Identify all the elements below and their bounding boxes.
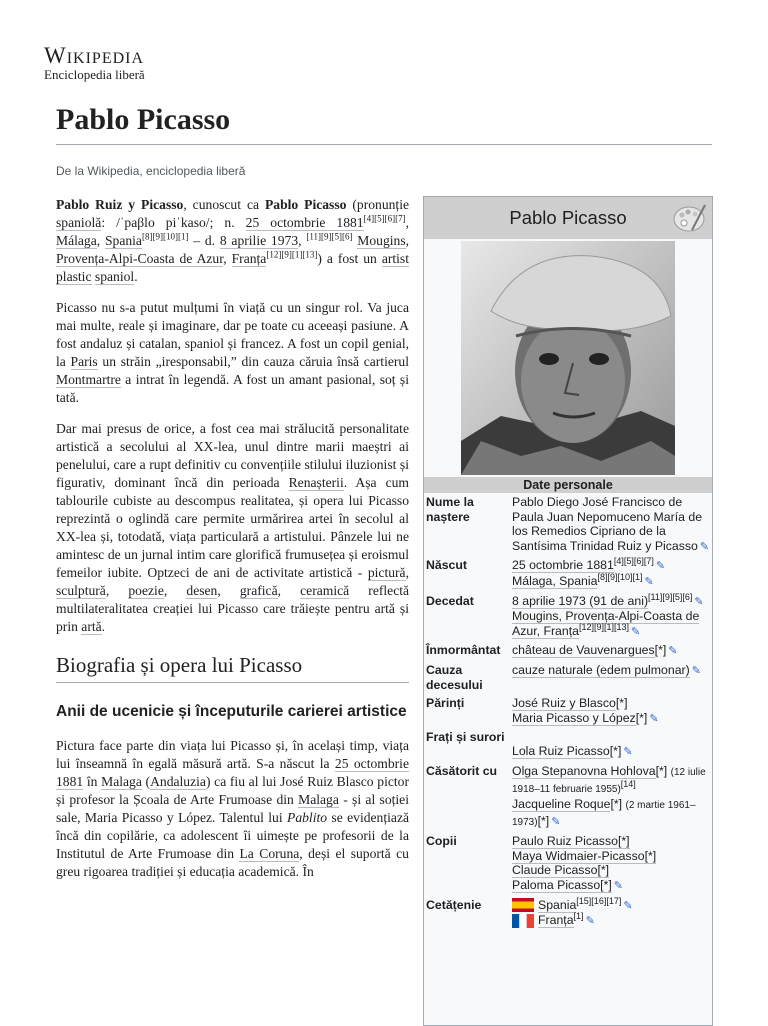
refs[interactable]: [*] [654, 643, 667, 658]
edit-pencil-icon[interactable]: ✎ [694, 595, 704, 608]
infobox-row [424, 896, 712, 931]
link-desen[interactable]: desen [186, 583, 218, 598]
link-montmartre[interactable]: Montmartre [56, 372, 121, 387]
link-death-date[interactable]: 8 aprilie 1973 [219, 233, 299, 248]
link-born-date[interactable]: 25 octombrie 1881 [512, 558, 614, 573]
text: un străin „iresponsabil,” din cauza căruia însă cartierul [97, 354, 409, 369]
italic-pablito: Pablito [287, 810, 328, 825]
link-france[interactable]: Franța [231, 251, 267, 266]
refs[interactable]: [*] [615, 696, 628, 711]
refs[interactable]: [15][16][17] [576, 895, 622, 906]
infobox-row [424, 728, 712, 762]
title-divider [56, 144, 712, 145]
refs[interactable]: [*] [537, 813, 550, 828]
infobox-row [424, 556, 712, 591]
link-spouse-1[interactable]: Olga Stepanovna Hohlova [512, 763, 656, 778]
refs[interactable]: [11][9][5][6] [648, 591, 693, 602]
edit-pencil-icon[interactable]: ✎ [691, 664, 701, 677]
infobox-row [424, 661, 712, 694]
row-value-citizenship [510, 896, 712, 931]
link-born-place[interactable]: Málaga, Spania [512, 573, 598, 588]
edit-pencil-icon[interactable]: ✎ [644, 575, 654, 588]
link-spaniol[interactable]: spaniol [94, 269, 135, 284]
refs[interactable]: [1] [573, 911, 584, 922]
refs[interactable]: [14] [620, 778, 636, 789]
text: – d. [188, 233, 220, 248]
spain-flag-icon [512, 898, 534, 912]
row-label-died: Decedat [426, 593, 474, 608]
row-label-birth-name: Nume la naștere [426, 495, 474, 524]
intro-paragraph-2 [56, 299, 409, 407]
edit-pencil-icon[interactable]: ✎ [699, 540, 710, 553]
refs[interactable]: [12][9][1][13] [578, 621, 630, 632]
link-birth-date[interactable]: 25 octombrie 1881 [245, 215, 364, 230]
text: - și al soției sale, Maria Picasso y López. Talentul lui [56, 792, 409, 825]
link-child[interactable]: Paulo Ruiz Picasso[*] [512, 834, 630, 849]
link-father[interactable]: José Ruiz y Blasco [512, 696, 616, 711]
intro-paragraph-3: Dar mai presus de orice, a fost cea mai strălucită personalitate artistică a secolului al XX-lea, unul dintre marii maeștri ai penelului, care a rupt definitiv cu convențiile stilului iluzionist și figurativ, dominant încă din perioada Renașterii. Așa cum tablourile cubiste au descompus realitatea, și opera lui Picasso reprezintă o oglindă care permite urmărirea artei în secolul al XX-lea și, totodată, viața particulară a artistului. Pânzele lui ne amintesc de un jurnal intim care glorifică frumusețea și eroismul femeilor iubite. Optzeci de ani de activitate artistică - pictură, sculptură, poezie, desen, grafică, ceramică reflectă multilateralitatea creației lui Picasso care trăiește pentru artă și prin artă. [56, 421, 410, 634]
refs[interactable]: [*] [655, 763, 668, 778]
text: (pronunție [346, 197, 410, 212]
text: reflectă multilateralitatea creației lui Picasso care trăiește pentru artă și prin [56, 583, 410, 634]
row-value-died [510, 592, 712, 642]
link-grafica[interactable]: grafică [239, 583, 278, 598]
logo-title: Wikipedia [44, 43, 145, 68]
row-value-children [510, 832, 712, 895]
link-spanish[interactable]: spaniolă [56, 215, 102, 230]
edit-pencil-icon[interactable]: ✎ [551, 815, 561, 828]
text: Picasso nu s-a putut mulțumi în viață cu un singur rol. Va juca mai multe, reale și imaginare, dar pe toate cu aceeași pasiune. A fost andaluz și catalan, spaniol și francez. A fost un copil genial, la [56, 300, 409, 369]
link-pictura[interactable]: pictură [367, 565, 406, 580]
refs[interactable]: [*] [609, 744, 622, 759]
text: ca fiu al lui José Ruiz Blasco pictor și profesor la Școala de Arte Frumoase din [56, 774, 409, 807]
text: în [83, 774, 102, 789]
infobox-section-personal: Date personale [424, 477, 712, 493]
text: . Așa cum tablourile cubiste au descompus realitatea, și opera lui Picasso reprezintă o oglindă care permite urmărirea artei în secolul al XX-lea și, totodată, viața particulară a artistului. Pânzele lui ne amintesc de un jurnal intim care glorifică frumusețea și eroismul femeilor iubite. Optzeci de ani de activitate artistică - [56, 475, 409, 580]
row-value-birth-name [510, 493, 712, 556]
row-value-siblings [510, 728, 712, 762]
link-malaga-2[interactable]: Malaga [101, 774, 142, 789]
edit-pencil-icon[interactable]: ✎ [623, 746, 633, 759]
birth-name-value: Pablo Diego José Francisco de Paula Juan Nepomuceno María de los Remedios Cipriano de la Santísima Trinidad Ruiz y Picasso [512, 495, 703, 553]
link-renastere[interactable]: Renașterii [288, 475, 344, 490]
biography-paragraph-1: Pictura face parte din viața lui Picasso și, în același timp, viața lui înseamnă în egală măsură artă. S-a născut la 25 octombrie 1881 în Malaga (Andaluzia) ca fiu al lui José Ruiz Blasco pictor și profesor la Școala de Arte Frumoase din Malaga - și al soției sale, Maria Picasso y López. Talentul lui Pablito se evidențiază încă din copilărie, ca adolescent îi uimește pe profesorii de la Institutul de Arte Frumoase din La Coruna, deși el suportă cu greu rigoarea tradiției și educația academică. În [56, 738, 410, 879]
infobox-table [424, 493, 712, 931]
text: . [101, 619, 106, 634]
link-mother[interactable]: Maria Picasso y López [512, 710, 636, 725]
text: , deși el suportă cu greu rigoarea tradiției și educația academică. În [56, 846, 409, 879]
refs[interactable]: [4][5][6][7] [363, 213, 406, 224]
logo-subtitle: Enciclopedia liberă [44, 67, 145, 82]
refs[interactable]: [12][9][1][13] [266, 249, 318, 260]
infobox-row [424, 694, 712, 728]
infobox-row [424, 762, 712, 832]
intro-paragraph-1: Pablo Ruiz y Picasso, cunoscut ca Pablo Picasso (pronunție spaniolă: /ˈpaβlo piˈkaso/; n. 25 octombrie 1881[4][5][6][7], Málaga, Spania[8][9][10][1] – d. 8 aprilie 1973, [11][9][5][6] Mougins, Provența-Alpi-Coasta de Azur, Franța[12][9][1][13]) a fost un artist plastic spaniol. [56, 197, 410, 284]
link-artist[interactable]: artist plastic [56, 251, 409, 284]
row-value-parents [510, 694, 712, 728]
text: , [96, 233, 105, 248]
text: : /ˈpaβlo piˈkaso/; n. [101, 215, 246, 230]
edit-pencil-icon[interactable]: ✎ [585, 915, 595, 928]
row-label-spouse: Căsătorit cu [426, 763, 498, 778]
row-label-buried: Înmormântat [426, 643, 501, 658]
edit-pencil-icon[interactable]: ✎ [631, 625, 641, 638]
link-sibling[interactable]: Lola Ruiz Picasso [512, 744, 610, 759]
link-death-date[interactable]: 8 aprilie 1973 (91 de ani) [512, 593, 649, 608]
link-sculptura[interactable]: sculptură [56, 583, 106, 598]
row-value-spouse [510, 762, 712, 832]
link-spouse-2[interactable]: Jacqueline Roque [512, 797, 611, 812]
row-value-cause-of-death [510, 661, 712, 694]
refs[interactable]: [4][5][6][7] [613, 556, 654, 567]
refs[interactable]: [11][9][5][6] [306, 231, 353, 242]
text: se evidențiază încă din copilărie, ca adolescent îi uimește pe profesorii de la Institutul de Arte Frumoase din [56, 810, 410, 861]
link-burial-place[interactable]: château de Vauvenargues [512, 643, 655, 658]
text: Dar mai presus de orice, a fost cea mai strălucită personalitate artistică a secolului al XX-lea, unul dintre marii maeștri ai penelului, care a rupt definitiv cu convențiile stilului iluzionist și figurativ, dominant încă din perioada [56, 421, 409, 490]
link-mougins[interactable]: Mougins [357, 233, 406, 248]
page-title: Pablo Picasso [56, 103, 231, 136]
link-birth-date-2[interactable]: 25 octombrie 1881 [56, 756, 409, 789]
link-arta[interactable]: artă [81, 619, 102, 634]
link-spain-citizenship[interactable]: Spania [538, 897, 577, 912]
row-label-citizenship: Cetățenie [426, 897, 482, 912]
infobox-row [424, 493, 712, 556]
link-ceramica[interactable]: ceramică [300, 583, 350, 598]
infobox-row [424, 641, 712, 661]
edit-pencil-icon[interactable]: ✎ [613, 880, 624, 893]
edit-pencil-icon[interactable]: ✎ [649, 712, 659, 725]
subsection-heading-early-years: Anii de ucenicie și începuturile carierei artistice [56, 703, 407, 720]
link-paris[interactable]: Paris [70, 354, 98, 369]
row-value-buried [510, 641, 712, 661]
wikipedia-logo[interactable] [44, 44, 145, 82]
link-death-place[interactable]: Mougins, Provența-Alpi-Coasta de Azur, Franța [512, 609, 700, 638]
refs[interactable]: [*] [610, 797, 623, 812]
link-child[interactable]: Claude Picasso[*] [512, 863, 610, 878]
link-poezie[interactable]: poezie [128, 583, 164, 598]
row-label-cause-of-death: Cauza decesului [426, 662, 483, 692]
infobox-row [424, 592, 712, 642]
text: . [134, 269, 138, 284]
link-provence[interactable]: Provența-Alpi-Coasta de Azur [56, 251, 224, 266]
edit-pencil-icon[interactable]: ✎ [655, 560, 666, 573]
palette-icon [672, 200, 708, 236]
row-value-born [510, 556, 712, 591]
edit-pencil-icon[interactable]: ✎ [668, 645, 678, 658]
page-tagline: De la Wikipedia, enciclopedia liberă [56, 164, 246, 178]
section-heading-biography: Biografia și opera lui Picasso [56, 652, 409, 683]
row-label-siblings: Frați și surori [426, 730, 505, 745]
portrait-photo[interactable] [461, 241, 675, 475]
link-france-citizenship[interactable]: Franța [538, 913, 574, 928]
infobox-row [424, 832, 712, 895]
refs[interactable]: [8][9][10][1] [141, 231, 189, 242]
refs[interactable]: [*] [635, 710, 648, 725]
edit-pencil-icon[interactable]: ✎ [623, 899, 633, 912]
article-body [56, 196, 409, 894]
infobox-header [424, 197, 712, 239]
bold-name-short: Pablo Picasso [264, 197, 347, 212]
link-malaga[interactable]: Málaga [56, 233, 97, 248]
row-label-parents: Părinți [426, 696, 465, 711]
row-label-born: Născut [426, 558, 468, 573]
portrait-image [461, 241, 675, 475]
infobox-title: Pablo Picasso [509, 207, 627, 228]
row-label-children: Copii [426, 834, 457, 849]
refs[interactable]: [8][9][10][1] [597, 571, 643, 582]
link-cause-of-death[interactable]: cauze naturale (edem pulmonar) [512, 662, 690, 677]
text: , cunoscut ca [183, 197, 265, 212]
bold-name: Pablo Ruiz y Picasso [56, 197, 184, 212]
text: a intrat în legendă. A fost un amant pasional, soț și tată. [56, 372, 409, 405]
infobox [423, 196, 713, 1026]
link-child[interactable]: Paloma Picasso[*] [512, 878, 612, 893]
text: ) a fost un [317, 251, 382, 266]
link-spain[interactable]: Spania [104, 233, 142, 248]
spouse-2-dates: (2 martie 1961–1973) [512, 800, 696, 828]
link-andaluzia[interactable]: Andaluzia [150, 774, 206, 789]
link-la-coruna[interactable]: La Coruna [239, 846, 300, 861]
france-flag-icon [512, 914, 534, 928]
link-child[interactable]: Maya Widmaier-Picasso[*] [512, 848, 657, 863]
spouse-1-dates: (12 iulie 1918–11 februarie 1955) [512, 766, 706, 795]
text: Pictura face parte din viața lui Picasso și, în același timp, viața lui înseamnă în egală măsură artă. S-a născut la [56, 738, 409, 771]
link-malaga-3[interactable]: Malaga [298, 792, 339, 807]
